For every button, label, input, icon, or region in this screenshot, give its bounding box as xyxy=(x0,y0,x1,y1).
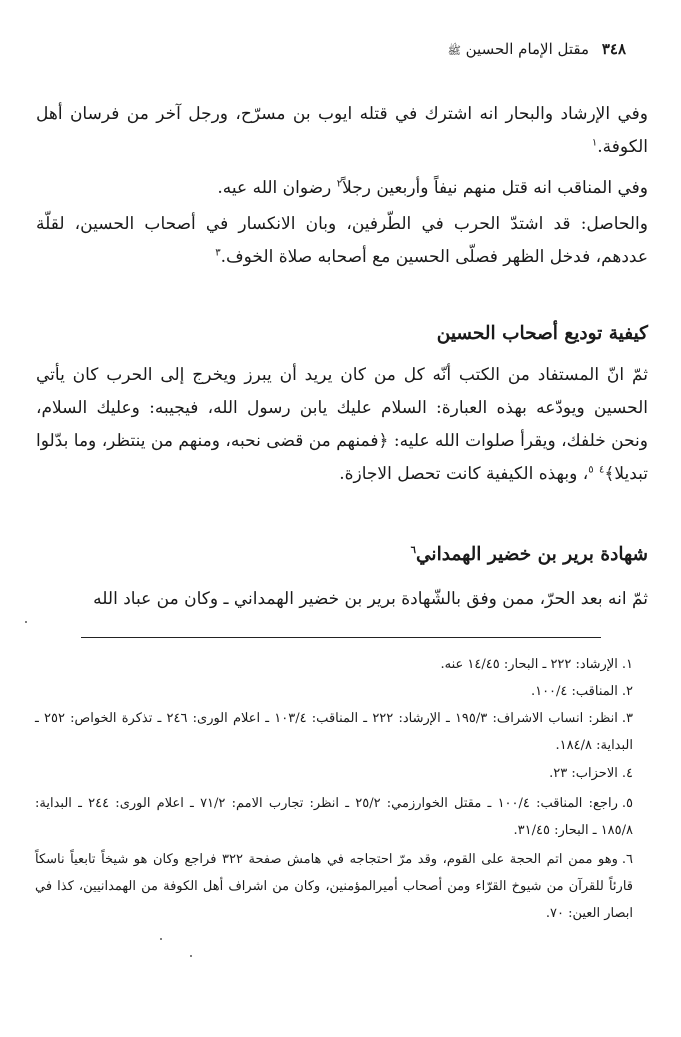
section-heading-burayr xyxy=(411,544,648,565)
footnote-number: ٤. xyxy=(621,766,633,781)
paragraph-4-text: ثمّ انّ المستفاد من الكتب أنّه كل من كان يريد أن يبرز ويخرج إلى الحرب كان يأتي الحسين ويودّعه بهذه العبارة: السلام عليك يابن رسول الله، فيجيبه: وعليك السلام، ونحن خلفك، ويقرأ صلوات الله عليه: ﴿فمنهم من قضى نحبه، ومنهم من ينتظر، وما بدّلوا تبديلا﴾ xyxy=(36,365,648,484)
footnote-number: ٢. xyxy=(621,684,633,699)
paragraph-4 xyxy=(36,359,648,491)
footnote-ref: ٢ xyxy=(336,178,343,190)
footnote-ref: ٥ xyxy=(588,464,594,476)
running-title: مقتل الإمام الحسين xyxy=(465,40,590,58)
footnote-3 xyxy=(35,705,633,759)
page-number: ٣٤٨ xyxy=(601,40,626,58)
footnote-ref: ١ xyxy=(591,137,598,149)
scan-speck xyxy=(160,938,162,940)
footnote-number: ٣. xyxy=(621,711,633,726)
running-head xyxy=(448,40,626,60)
footnote-2 xyxy=(35,678,633,705)
footnote-number: ٥. xyxy=(621,796,633,811)
footnote-text: المناقب: ١٠٠/٤. xyxy=(530,684,618,699)
paragraph-3 xyxy=(36,208,648,274)
section-heading-farewell: كيفية توديع أصحاب الحسين xyxy=(436,323,648,344)
footnote-1 xyxy=(35,651,633,678)
footnote-6 xyxy=(35,846,633,927)
paragraph-1 xyxy=(36,98,648,164)
scan-speck xyxy=(25,621,27,623)
footnote-ref: ٤ xyxy=(599,464,605,476)
footnote-4 xyxy=(35,760,633,787)
paragraph-2 xyxy=(36,172,648,205)
footnote-text: وهو ممن اتم الحجة على القوم، وقد مرّ احتجاجه في هامش صفحة ٣٢٢ فراجع وكان هو شيخاً تابعياً ناسكاً قارئاً للقرآن من شيوخ القرّاء ومن أصحاب أميرالمؤمنين، وكان من اشراف أهل الكوفة من الهمدانيين، كذا في ابصار العين: ٧٠. xyxy=(35,852,633,921)
paragraph-5-text: ثمّ انه بعد الحرّ، ممن وفق بالشّهادة برير بن خضير الهمداني ـ وكان من عباد الله xyxy=(93,589,648,609)
footnote-number: ١. xyxy=(621,657,633,672)
paragraph-5 xyxy=(36,583,648,616)
paragraph-2-end: رضوان الله عيه. xyxy=(217,178,337,198)
paragraph-3-text: والحاصل: قد اشتدّ الحرب في الطّرفين، وبان الانكسار في أصحاب الحسين، لقلّة عددهم، فدخل الظهر فصلّى الحسين مع أصحابه صلاة الخوف. xyxy=(36,214,648,267)
footnote-ref: ٦ xyxy=(410,544,416,556)
footnote-text: راجع: المناقب: ١٠٠/٤ ـ مقتل الخوارزمي: ٢٥/٢ ـ انظر: تجارب الامم: ٧١/٢ ـ اعلام الورى: ٢٤٤ ـ البداية: ١٨٥/٨ ـ البحار: ٣١/٤٥. xyxy=(35,796,633,838)
footnote-ref: ٣ xyxy=(215,247,221,259)
footnote-separator xyxy=(81,637,601,638)
scan-speck xyxy=(190,955,192,957)
footnote-number: ٦. xyxy=(621,852,633,867)
paragraph-2-text: وفي المناقب انه قتل منهم نيفاً وأربعين رجلاً xyxy=(342,178,648,198)
footnote-5 xyxy=(35,790,633,844)
footnote-text: الاحزاب: ٢٣. xyxy=(549,766,618,781)
honorific-glyph: ﷺ xyxy=(447,44,461,57)
section-heading-burayr-text: شهادة برير بن خضير الهمداني xyxy=(416,544,648,565)
paragraph-4-end: ، وبهذه الكيفية كانت تحصل الاجازة. xyxy=(339,464,589,484)
footnote-text: الإرشاد: ٢٢٢ ـ البحار: ١٤/٤٥ عنه. xyxy=(440,657,618,672)
footnote-text: انظر: انساب الاشراف: ١٩٥/٣ ـ الإرشاد: ٢٢٢ ـ المناقب: ١٠٣/٤ ـ اعلام الورى: ٢٤٦ ـ تذكرة الخواص: ٢٥٢ ـ البداية: ١٨٤/٨. xyxy=(35,711,633,753)
paragraph-1-text: وفي الإرشاد والبحار انه اشترك في قتله ايوب بن مسرّح، ورجل آخر من فرسان أهل الكوفة. xyxy=(36,104,648,157)
